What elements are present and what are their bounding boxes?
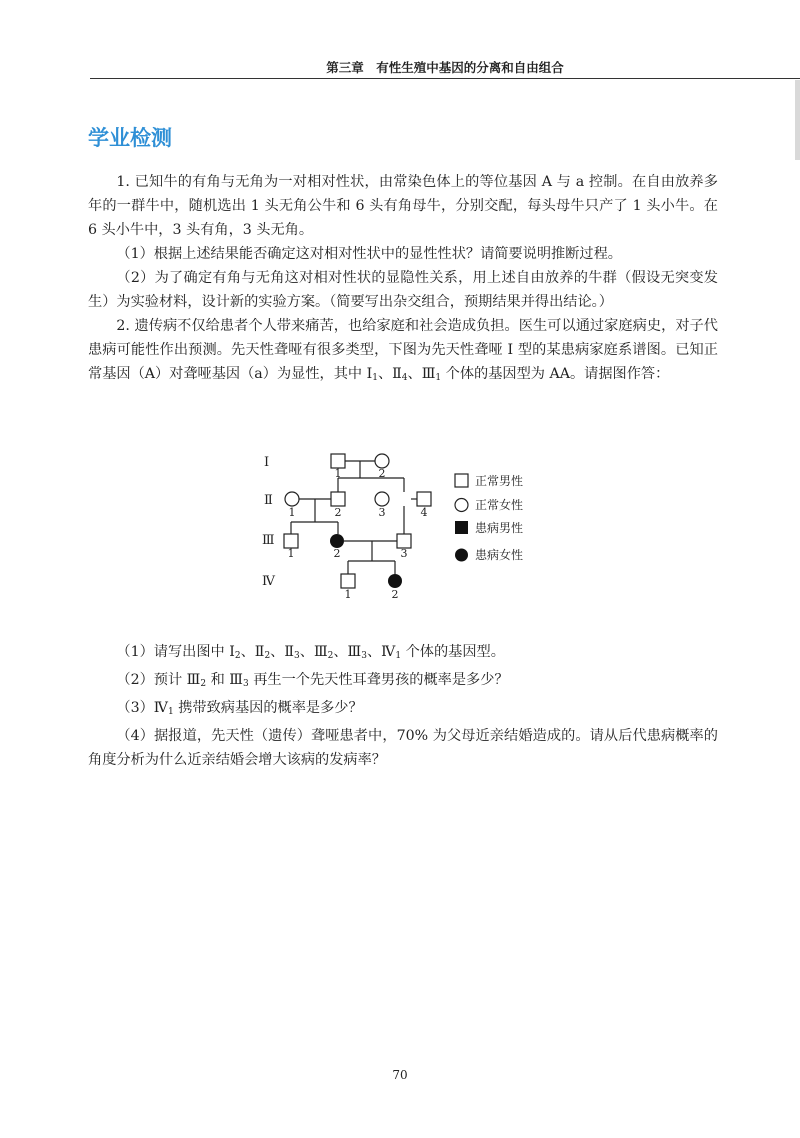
- individual-number: 1: [334, 467, 342, 480]
- legend-affected-male: 患病男性: [475, 521, 524, 535]
- question-1: [88, 170, 718, 390]
- individual-number: 4: [420, 506, 428, 519]
- individual-number: 1: [288, 506, 296, 519]
- q1-sub1: （1）根据上述结果能否确定这对相对性状中的显性性状？请简要说明推断过程。: [116, 246, 622, 262]
- generation-label: Ⅳ: [262, 574, 275, 589]
- page-edge-tab: [795, 80, 800, 160]
- section-title: 学业检测: [88, 126, 172, 150]
- q2-intro: 2. 遗传病不仅给患者个人带来痛苦，也给家庭和社会造成负担。医生可以通过家庭病史，对子代患病可能性作出预测。先天性聋哑有很多类型，下图为先天性聋哑 Ⅰ 型的某患病家庭系谱图。已知正常基因（A）对聋哑基因（a）为显性，其中 $Ⅰ_1$、$Ⅱ_4$、$Ⅲ_1$ 个体的基因型为 AA。请据图作答：: [88, 318, 718, 383]
- generation-label: Ⅱ: [264, 493, 273, 508]
- page-number: 70: [392, 1068, 408, 1082]
- individual-number: 2: [333, 547, 341, 560]
- legend-affected-female: 患病女性: [475, 548, 524, 562]
- legend-normal-female: 正常女性: [475, 498, 524, 512]
- individual-number: 1: [344, 588, 352, 601]
- chapter-header: 第三章 有性生殖中基因的分离和自由组合: [90, 58, 800, 79]
- individual-number: 2: [334, 506, 342, 519]
- generation-label: Ⅰ: [264, 455, 270, 470]
- q2-sub4: （4）据报道，先天性（遗传）聋哑患者中，70% 为父母近亲结婚造成的。请从后代患病概率的角度分析为什么近亲结婚会增大该病的发病率？: [88, 728, 718, 768]
- individual-number: 2: [391, 588, 399, 601]
- q1-intro: 1. 已知牛的有角与无角为一对相对性状，由常染色体上的等位基因 A 与 a 控制。在自由放养多年的一群牛中，随机选出 1 头无角公牛和 6 头有角母牛，分别交配，每头母牛只产了 1 头小牛。在 6 头小牛中，3 头有角，3 头无角。: [88, 174, 718, 238]
- q2-sub2: （2）预计 $Ⅲ_2$ 和 $Ⅲ_3$ 再生一个先天性耳聋男孩的概率是多少？: [116, 672, 509, 689]
- q1-sub2: （2）为了确定有角与无角这对相对性状的显隐性关系，用上述自由放养的牛群（假设无突变发生）为实验材料，设计新的实验方案。（简要写出杂交组合，预期结果并得出结论。）: [88, 270, 718, 310]
- individual-number: 2: [378, 467, 386, 480]
- q2-sub3: $(3)Ⅳ_1$ 携带致病基因的概率是多少？: [116, 700, 363, 717]
- question-2-parts: [88, 640, 718, 772]
- individual-number: 1: [287, 547, 295, 560]
- legend-normal-male: 正常男性: [475, 474, 524, 488]
- individual-number: 3: [378, 506, 386, 519]
- individual-number: 3: [400, 547, 408, 560]
- pedigree-chart: [262, 448, 562, 608]
- q2-sub1: （1）请写出图中 $Ⅰ_2$、$Ⅱ_2$、$Ⅱ_3$、$Ⅲ_2$、$Ⅲ_3$、$Ⅳ_1$ 个体的基因型。: [116, 644, 505, 661]
- generation-label: Ⅲ: [262, 533, 275, 548]
